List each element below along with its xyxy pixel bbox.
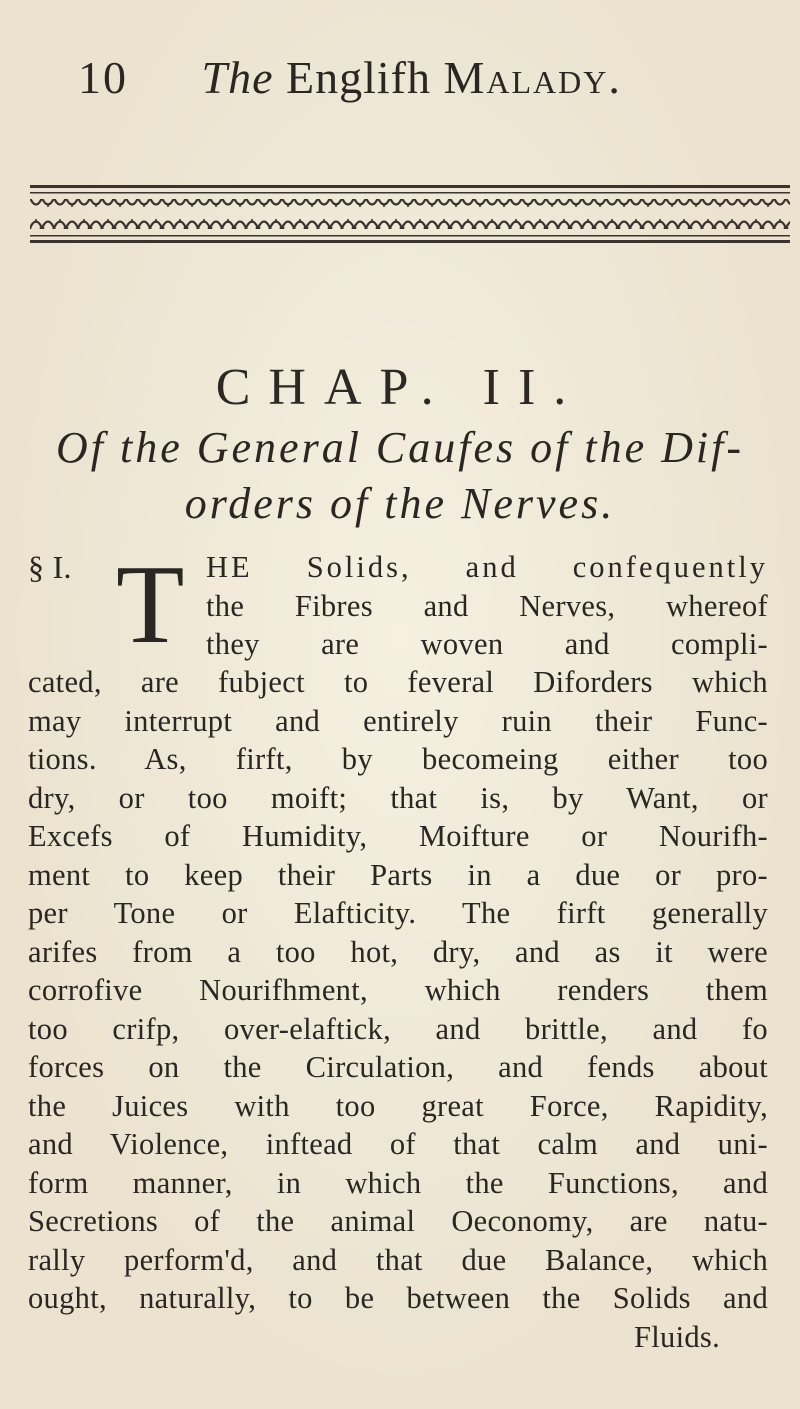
section-mark: § I.	[28, 549, 72, 585]
ornament-band-graphic	[30, 183, 790, 247]
text-line: Excefs of Humidity, Moifture or Nourifh-	[28, 819, 768, 853]
text-line: dry, or too moift; that is, by Want, or	[28, 780, 768, 815]
body-text	[28, 543, 768, 1356]
text-line: the Fibres and Nerves, whereof	[206, 588, 768, 623]
text-line: ought, naturally, to be between the Solids and	[28, 1281, 768, 1315]
running-title-malady: Malady.	[443, 52, 622, 103]
page-number: 10	[78, 52, 128, 103]
text-line: they are woven and compli-	[206, 627, 768, 661]
text-line: HE Solids, and confequently	[206, 550, 768, 584]
chapter-heading: CHAP. II.	[215, 359, 585, 416]
running-head	[78, 48, 760, 108]
text-line: tions. As, firft, by becomeing either too	[28, 742, 768, 776]
text-line: per Tone or Elafticity. The firft generally	[28, 896, 768, 930]
text-line: arifes from a too hot, dry, and as it were	[28, 934, 768, 969]
printers-ornament-band	[30, 183, 790, 247]
text-line: form manner, in which the Functions, and	[28, 1165, 768, 1200]
drop-cap-lines	[206, 548, 768, 664]
running-title-english: Englifh	[286, 52, 431, 103]
text-line: cated, are fubject to feveral Diforders which	[28, 665, 768, 699]
text-line: Secretions of the animal Oeconomy, are natu-	[28, 1204, 768, 1238]
chapter-title	[40, 420, 760, 532]
text-line: and Violence, inftead of that calm and uni-	[28, 1127, 768, 1161]
chapter-title-line-1: Of the General Caufes of the Dif-	[55, 423, 744, 472]
text-line: forces on the Circulation, and fends about	[28, 1050, 768, 1084]
running-title-the: The	[201, 52, 274, 103]
chapter-title-line-2: orders of the Nerves.	[184, 479, 616, 528]
drop-cap: T	[116, 543, 185, 667]
text-line-last: Fluids.	[633, 1319, 720, 1354]
text-line: corrofive Nourifhment, which renders them	[28, 973, 768, 1007]
text-line: too crifp, over-elaftick, and brittle, and fo	[28, 1011, 768, 1046]
text-line: rally perform'd, and that due Balance, which	[28, 1242, 768, 1277]
text-line: ment to keep their Parts in a due or pro-	[28, 857, 768, 892]
text-line: the Juices with too great Force, Rapidity,	[28, 1088, 768, 1123]
text-line: may interrupt and entirely ruin their Func-	[28, 703, 768, 738]
opening-paragraph-start	[28, 543, 768, 667]
running-title	[202, 48, 622, 108]
